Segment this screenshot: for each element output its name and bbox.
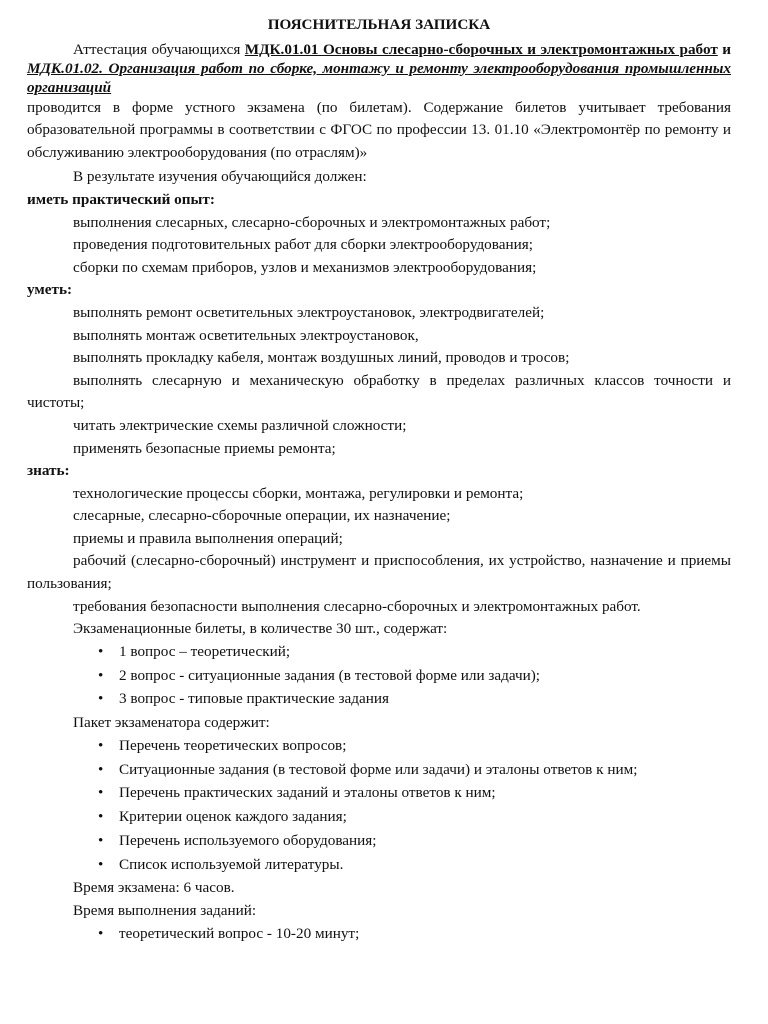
list-item [27,641,731,664]
list-item [27,782,731,805]
tickets-list [27,641,731,711]
list-item-text: 1 вопрос – теоретический; [119,642,291,660]
experience-item: проведения подготовительных работ для сборки электрооборудования; [73,236,533,254]
list-item-text: 3 вопрос - типовые практические задания [119,690,389,708]
exam-time: Время экзамена: 6 часов. [73,879,235,897]
bullet-icon: • [98,760,104,778]
bullet-icon: • [98,831,104,849]
document-title: ПОЯСНИТЕЛЬНАЯ ЗАПИСКА [267,16,491,33]
skills-item: читать электрические схемы различной сложности; [73,416,407,434]
knowledge-item: рабочий (слесарно-сборочный) инструмент и приспособления, их устройство, назначение и приемы пользования; [27,552,731,593]
section-heading-skills: уметь: [27,281,73,299]
list-item-text: Перечень практических заданий и эталоны ответов к ним; [119,784,496,802]
mdk-01-02-link: МДК.01.02. Организация работ по сборке, монтажу и ремонту электрооборудования промышленных организаций [27,59,731,96]
skills-item: выполнять монтаж осветительных электроустановок, [73,326,419,344]
list-item [27,923,731,946]
list-item-text: Ситуационные задания (в тестовой форме или задачи) и эталоны ответов к ним; [119,760,638,778]
bullet-icon: • [98,666,104,684]
list-item [27,806,731,829]
bullet-icon: • [98,642,104,660]
list-item-text: Критерии оценок каждого задания; [119,808,347,826]
knowledge-item: приемы и правила выполнения операций; [73,529,343,547]
list-item-text: теоретический вопрос - 10-20 минут; [119,924,360,942]
list-item [27,854,731,877]
list-item [27,759,731,782]
list-item-text: Перечень используемого оборудования; [119,831,377,849]
skills-item: выполнять прокладку кабеля, монтаж воздушных линий, проводов и тросов; [73,349,570,367]
bullet-icon: • [98,808,104,826]
list-item [27,688,731,711]
task-time-intro: Время выполнения заданий: [73,902,257,920]
knowledge-item: слесарные, слесарно-сборочные операции, их назначение; [73,507,451,525]
intro-lead: Аттестация обучающихся [73,40,245,58]
task-time-list [27,923,731,946]
section-heading-experience: иметь практический опыт: [27,190,215,208]
experience-item: выполнения слесарных, слесарно-сборочных и электромонтажных работ; [73,213,551,231]
mdk-01-01-link: МДК.01.01 Основы слесарно-сборочных и электромонтажных работ [244,40,718,58]
skills-item: выполнять слесарную и механическую обработку в пределах различных классов точности и чистоты; [27,371,731,412]
list-item [27,735,731,758]
bullet-icon: • [98,784,104,802]
intro-block [27,40,731,165]
section-heading-knowledge: знать: [27,462,70,480]
intro-rest: проводится в форме устного экзамена (по билетам). Содержание билетов учитывает требования образовательной программы в соответствии с ФГОС по профессии 13. 01.10 «Электромонтёр по ремонту и обслуживанию электрооборудования (по отраслям)» [27,98,731,161]
intro-and: и [717,40,731,58]
list-item-text: Перечень теоретических вопросов; [119,736,347,754]
bullet-icon: • [98,736,104,754]
bullet-icon: • [98,690,104,708]
bullet-icon: • [98,855,104,873]
list-item [27,665,731,688]
package-list [27,735,731,877]
knowledge-item: требования безопасности выполнения слесарно-сборочных и электромонтажных работ. [73,597,641,615]
knowledge-item: технологические процессы сборки, монтажа, регулировки и ремонта; [73,484,524,502]
list-item [27,830,731,853]
list-item-text: 2 вопрос - ситуационные задания (в тестовой форме или задачи); [119,666,541,684]
bullet-icon: • [98,924,104,942]
tickets-intro: Экзаменационные билеты, в количестве 30 шт., содержат: [73,620,448,638]
experience-item: сборки по схемам приборов, узлов и механизмов электрооборудования; [73,258,537,276]
package-intro: Пакет экзаменатора содержит: [73,714,270,732]
intro-attestation [27,40,731,97]
result-intro: В результате изучения обучающийся должен: [73,168,367,186]
skills-item: выполнять ремонт осветительных электроустановок, электродвигателей; [73,303,545,321]
skills-item: применять безопасные приемы ремонта; [73,439,336,457]
list-item-text: Список используемой литературы. [119,855,344,873]
